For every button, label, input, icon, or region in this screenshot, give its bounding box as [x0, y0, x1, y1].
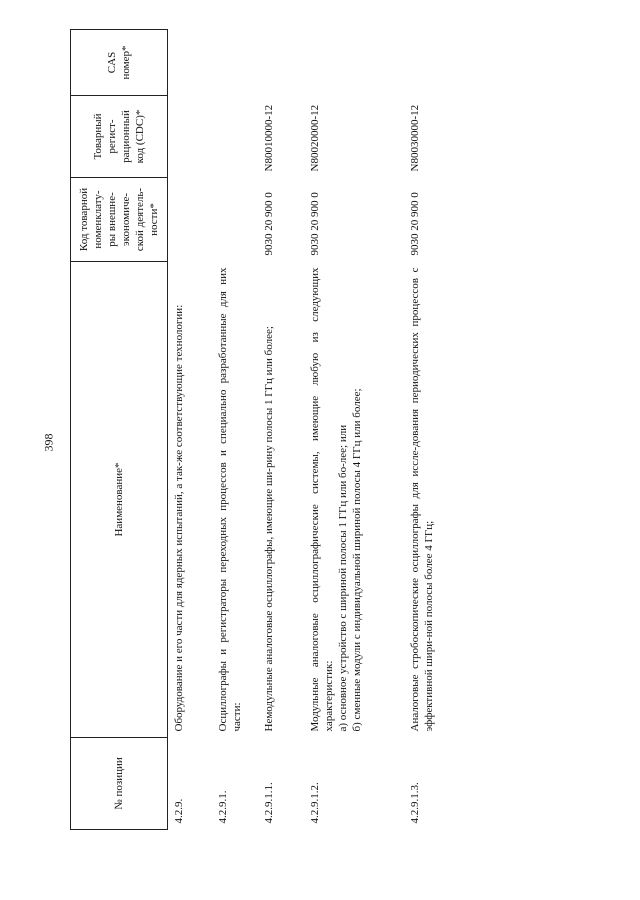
row-name-line: а) основное устройство с шириной полосы 1 ГГц или бо-лее; или — [336, 424, 349, 732]
row-code: 9030 20 900 0 — [308, 192, 321, 256]
row-position: 4.2.9.1. — [216, 790, 229, 824]
table-row — [304, 30, 404, 830]
row-cdc: N80010000-12 — [262, 104, 275, 172]
row-cdc — [212, 96, 258, 178]
table-row — [212, 30, 258, 830]
table-row — [168, 30, 212, 830]
header-cdc: Товарный регист-рационный код (CDC)* — [71, 96, 168, 178]
goods-table — [70, 29, 464, 830]
row-name-line: б) сменные модули с индивидуальной шириной полосы 4 ГГц или более; — [350, 388, 363, 732]
header-name: Наименование* — [71, 262, 168, 738]
row-cas — [404, 30, 464, 96]
table-row — [404, 30, 464, 830]
table-header-row — [71, 30, 168, 830]
row-name: Немодульные аналоговые осциллографы, имеющие ши-рину полосы 1 ГГц или более; — [262, 326, 275, 732]
row-cas — [212, 30, 258, 96]
row-position: 4.2.9.1.3. — [408, 782, 421, 824]
row-position: 4.2.9.1.1. — [262, 782, 275, 824]
page-number: 398 — [41, 433, 56, 452]
row-cdc: N80030000-12 — [408, 104, 421, 172]
row-name: Аналоговые стробоскопические осциллографы для иссле-дования периодических процессов с эффективной шири-ной полосы более 4 ГГц; — [408, 267, 435, 732]
rotated-page-content — [70, 30, 460, 830]
row-code — [168, 178, 212, 262]
header-position: № позиции — [71, 738, 168, 830]
row-name-line: Модульные аналоговые осциллографические системы, имеющие любую из следующих характеристик: — [308, 267, 335, 732]
row-cdc: N80020000-12 — [308, 104, 321, 172]
header-cas: CAS номер* — [71, 30, 168, 96]
row-cas — [304, 30, 404, 96]
row-position: 4.2.9.1.2. — [308, 782, 321, 824]
row-cas — [258, 30, 304, 96]
row-name: Осциллографы и регистраторы переходных процессов и специально разработанные для них части: — [216, 267, 243, 732]
header-code: Код товарной номенклату-ры внешне-экономиче-ской деятель-ности* — [71, 178, 168, 262]
row-name: Оборудование и его части для ядерных испытаний, а так-же соответствующие технологии: — [173, 304, 185, 732]
table-row — [258, 30, 304, 830]
row-position: 4.2.9. — [173, 798, 185, 824]
row-code — [212, 178, 258, 262]
row-code: 9030 20 900 0 — [262, 192, 275, 256]
row-code: 9030 20 900 0 — [408, 192, 421, 256]
row-name — [304, 262, 404, 738]
row-cdc — [168, 96, 212, 178]
row-cas — [168, 30, 212, 96]
